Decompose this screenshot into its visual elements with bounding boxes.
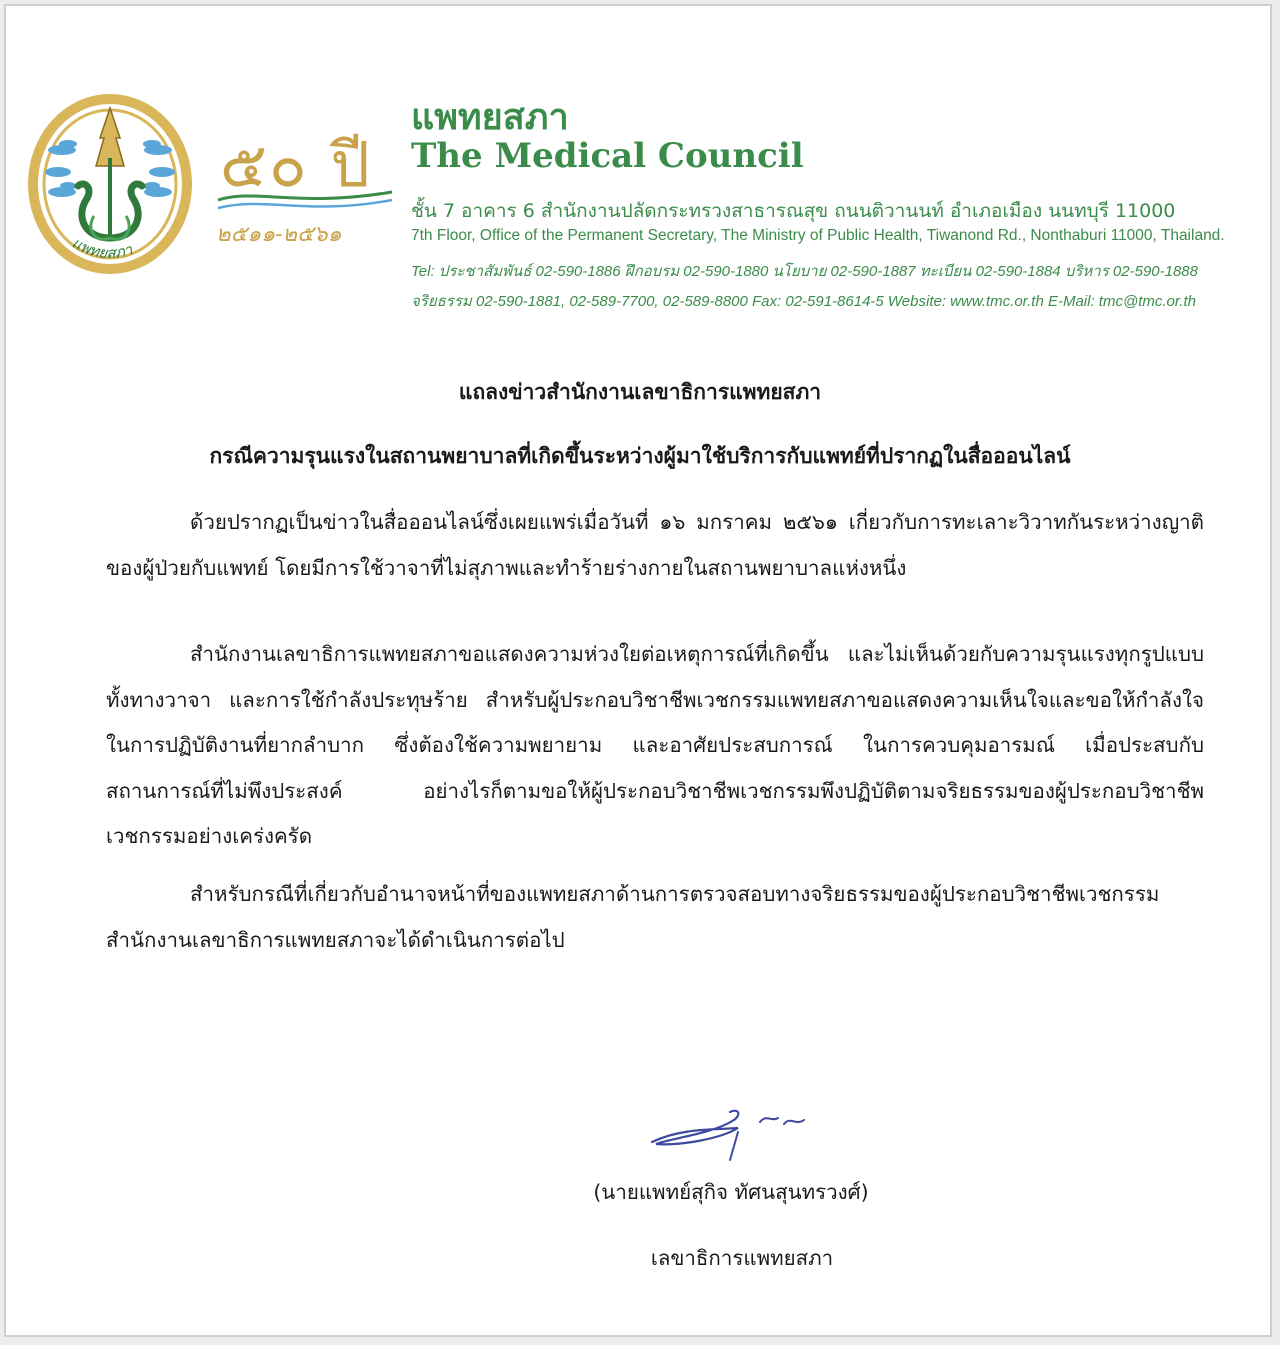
signer-title: เลขาธิการแพทยสภา [650, 1246, 834, 1270]
body-paragraph: สำหรับกรณีที่เกี่ยวกับอำนาจหน้าที่ของแพทยสภาด้านการตรวจสอบทางจริยธรรมของผู้ประกอบวิชาชีพเวชกรรม สำนักงานเลขาธิการแพทยสภาจะได้ดำเนินการต่อไป [106, 882, 1160, 952]
contact-line-web-email: จริยธรรม 02-590-1881, 02-589-7700, 02-589-8800 Fax: 02-591-8614-5 Website: www.tmc.or.th E-Mail: tmc@tmc.or.th [411, 293, 1196, 310]
document-title: แถลงข่าวสำนักงานเลขาธิการแพทยสภา [458, 380, 822, 404]
anniversary-years: ๒๕๑๑-๒๕๖๑ [216, 222, 342, 247]
address-english: 7th Floor, Office of the Permanent Secretary, The Ministry of Public Health, Tiwanond Rd., Nonthaburi 11000, Thailand. [411, 227, 1225, 244]
body-paragraph: สำนักงานเลขาธิการแพทยสภาขอแสดงความห่วงใยต่อเหตุการณ์ที่เกิดขึ้น และไม่เห็นด้วยกับความรุนแรงทุกรูปแบบ ทั้งทางวาจา และการใช้กำลังประทุษร้าย สำหรับผู้ประกอบวิชาชีพเวชกรรมแพทยสภาขอแสดงความเห็นใจและขอให้กำลังใจ ในการปฏิบัติงานที่ยากลำบาก ซึ่งต้องใช้ความพยายาม และอาศัยประสบการณ์ ในการควบคุมอารมณ์ เมื่อประสบกับสถานการณ์ที่ไม่พึงประสงค์ อย่างไรก็ตามขอให้ผู้ประกอบวิชาชีพเวชกรรมพึงปฏิบัติตามจริยธรรมของผู้ประกอบวิชาชีพเวชกรรมอย่างเคร่งครัด [106, 642, 1204, 848]
handwritten-signature [642, 1098, 822, 1168]
seal-label: แพทยสภา [68, 233, 135, 263]
anniversary-number: ๕๐ ปี [220, 128, 372, 201]
body-paragraph: ด้วยปรากฏเป็นข่าวในสื่อออนไลน์ซึ่งเผยแพร่เมื่อวันที่ ๑๖ มกราคม ๒๕๖๑ เกี่ยวกับการทะเลาะวิวาทกันระหว่างญาติของผู้ป่วยกับแพทย์ โดยมีการใช้วาจาที่ไม่สุภาพและทำร้ายร่างกายในสถานพยาบาลแห่งหนึ่ง [106, 510, 1204, 580]
org-name-english: The Medical Council [411, 136, 804, 176]
anniversary-mark [216, 116, 394, 246]
press-release-document [4, 4, 1272, 1337]
document-subtitle: กรณีความรุนแรงในสถานพยาบาลที่เกิดขึ้นระหว่างผู้มาใช้บริการกับแพทย์ที่ปรากฏในสื่อออนไลน์ [209, 444, 1071, 468]
signer-name: (นายแพทย์สุกิจ ทัศนสุนทรวงศ์) [593, 1180, 869, 1204]
address-thai: ชั้น 7 อาคาร 6 สำนักงานปลัดกระทรวงสาธารณสุข ถนนติวานนท์ อำเภอเมือง นนทบุรี 11000 [411, 200, 1176, 222]
wave-decoration-icon [216, 186, 394, 216]
medical-council-seal-logo [24, 88, 196, 280]
contact-line-phone: Tel: ประชาสัมพันธ์ 02-590-1886 ฝึกอบรม 02-590-1880 นโยบาย 02-590-1887 ทะเบียน 02-590-1884 บริหาร 02-590-1888 [411, 263, 1198, 280]
org-name-thai: แพทยสภา [411, 97, 569, 138]
